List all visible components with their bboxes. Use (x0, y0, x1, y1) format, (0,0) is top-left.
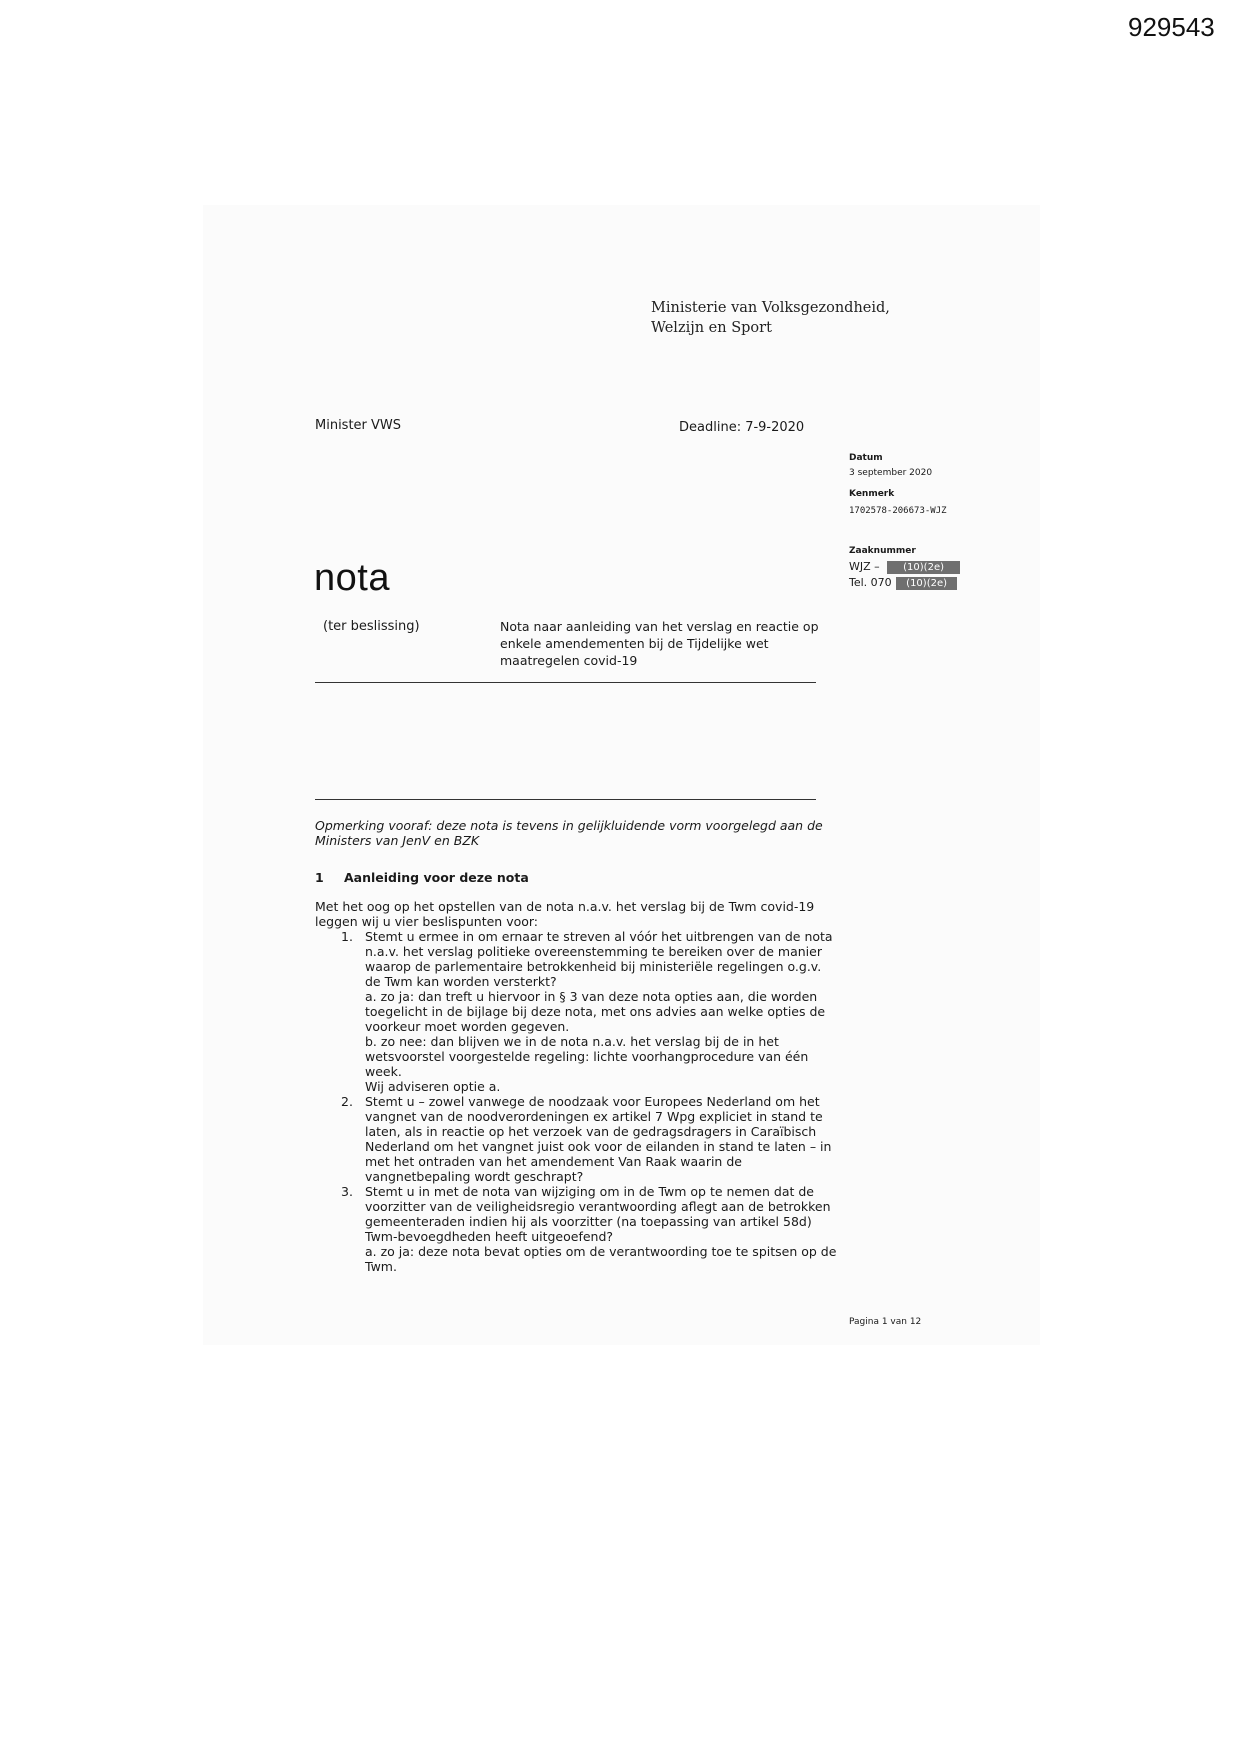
sidebar-datum (849, 451, 932, 481)
ministry-logo-text (651, 298, 890, 338)
divider (315, 682, 816, 683)
subject: Nota naar aanleiding van het verslag en reactie op enkele amendementen bij de Tijdelijke wet maatregelen covid-19 (500, 619, 819, 668)
sidebar-contact (849, 559, 960, 591)
tel-prefix: Tel. 070 (849, 576, 892, 589)
item-option-b: b. zo nee: dan blijven we in de nota n.a.v. het verslag bij de in het wetsvoorstel voorgestelde regeling: lichte voorhangprocedure van één week. (365, 1034, 809, 1079)
item-option-a: a. zo ja: dan treft u hiervoor in § 3 van deze nota opties aan, die worden toegelicht in de bijlage bij deze nota, met ons advies aan welke opties de voorkeur moet worden gegeven. (365, 989, 826, 1034)
item-number: 2. (341, 1094, 353, 1109)
divider (315, 799, 816, 800)
page-number: Pagina 1 van 12 (849, 1317, 922, 1327)
list-item (315, 929, 840, 1094)
kenmerk-label: Kenmerk (849, 489, 895, 499)
zaaknummer-label: Zaaknummer (849, 546, 916, 556)
item-text: Stemt u – zowel vanwege de noodzaak voor Europees Nederland om het vangnet van de noodverordeningen ex artikel 7 Wpg expliciet in stand te laten, als in reactie op het verzoek van de gedragsdragers in Caraïbisch Nederland om het vangnet juist ook voor de eilanden in stand te laten – in met het ontraden van het amendement Van Raak waarin de vangnetbepaling wordt geschrapt? (365, 1094, 832, 1184)
redaction-box: (10)(2e) (887, 561, 960, 574)
addressee: Minister VWS (315, 418, 402, 433)
item-text: Stemt u ermee in om ernaar te streven al vóór het uitbrengen van de nota n.a.v. het verslag politieke overeenstemming te bereiken over de manier waarop de parlementaire betrokkenheid bij ministeriële regelingen o.g.v. de Twm kan worden versterkt? (365, 929, 833, 989)
deadline: Deadline: 7-9-2020 (679, 420, 805, 435)
item-option-a: a. zo ja: deze nota bevat opties om de verantwoording toe te spitsen op de Twm. (365, 1244, 837, 1274)
kenmerk-value: 1702578-206673-WJZ (849, 506, 947, 516)
section-title: Aanleiding voor deze nota (344, 870, 529, 885)
ministry-line-2: Welzijn en Sport (651, 320, 772, 336)
section-heading (315, 870, 840, 885)
intro-note: Opmerking vooraf: deze nota is tevens in gelijkluidende vorm voorgelegd aan de Ministers van JenV en BZK (315, 818, 823, 848)
item-text: Stemt u in met de nota van wijziging om in de Twm op te nemen dat de voorzitter van de veiligheidsregio verantwoording aflegt aan de betrokken gemeenteraden indien hij als voorzitter (na toepassing van artikel 58d) Twm-bevoegdheden heeft uitgeoefend? (365, 1184, 831, 1244)
intro-paragraph: Met het oog op het opstellen van de nota n.a.v. het verslag bij de Twm covid-19 leggen wij u vier beslispunten voor: (315, 899, 815, 929)
list-item (315, 1184, 840, 1274)
wjz-line (849, 559, 960, 575)
sidebar-zaaknummer (849, 544, 916, 559)
section-number: 1 (315, 870, 324, 885)
tel-line (849, 575, 960, 591)
redaction-box: (10)(2e) (896, 577, 957, 590)
item-number: 1. (341, 929, 353, 944)
ministry-line-1: Ministerie van Volksgezondheid, (651, 300, 890, 316)
list-item (315, 1094, 840, 1184)
document-id: 929543 (1128, 12, 1215, 42)
sidebar-kenmerk (849, 487, 947, 519)
nota-type: (ter beslissing) (323, 619, 420, 634)
item-advice: Wij adviseren optie a. (365, 1079, 501, 1094)
item-number: 3. (341, 1184, 353, 1199)
document-title: nota (314, 557, 390, 599)
wjz-prefix: WJZ – (849, 560, 880, 573)
datum-label: Datum (849, 453, 883, 463)
datum-value: 3 september 2020 (849, 468, 933, 478)
decision-points (315, 929, 840, 1274)
